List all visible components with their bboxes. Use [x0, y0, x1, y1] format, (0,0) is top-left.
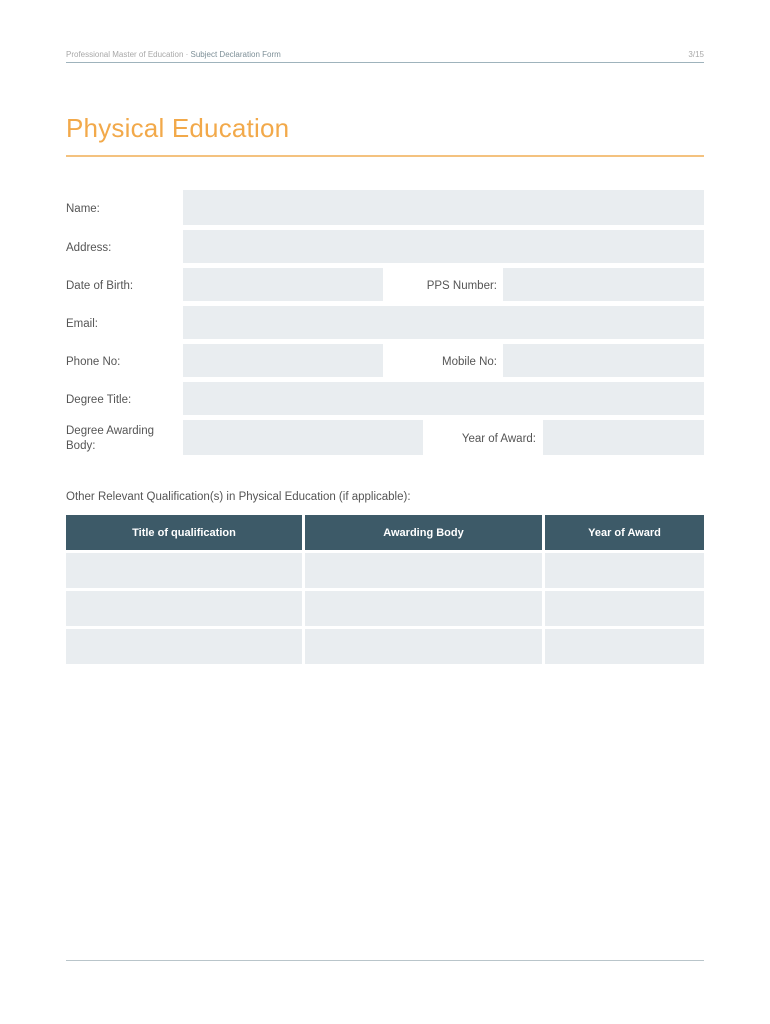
table-cell[interactable] — [545, 629, 704, 664]
year-award-label: Year of Award: — [461, 433, 536, 445]
dob-field[interactable] — [183, 268, 383, 301]
year-award-field[interactable] — [543, 420, 704, 455]
address-label: Address: — [66, 242, 112, 254]
table-cell[interactable] — [545, 591, 704, 626]
address-field[interactable] — [183, 230, 704, 263]
header-breadcrumb — [66, 50, 281, 59]
qualifications-note: Other Relevant Qualification(s) in Physical Education (if applicable): — [66, 491, 411, 503]
degree-title-field[interactable] — [183, 382, 704, 415]
email-field[interactable] — [183, 306, 704, 339]
dob-label: Date of Birth: — [66, 280, 134, 292]
header-doc-title: Professional Master of Education — [66, 50, 184, 59]
column-header-awarding-body: Awarding Body — [305, 515, 542, 550]
table-cell[interactable] — [305, 591, 542, 626]
degree-title-label: Degree Title: — [66, 394, 132, 406]
table-cell[interactable] — [66, 553, 302, 588]
page-title: Physical Education — [66, 113, 290, 143]
column-header-title: Title of qualification — [66, 515, 302, 550]
page-number: 3/15 — [688, 50, 704, 59]
table-cell[interactable] — [66, 591, 302, 626]
table-cell[interactable] — [305, 629, 542, 664]
column-header-year: Year of Award — [545, 515, 704, 550]
degree-body-label-line2: Body: — [66, 440, 96, 452]
mobile-field[interactable] — [503, 344, 704, 377]
name-label: Name: — [66, 203, 100, 215]
title-divider — [66, 155, 704, 157]
name-field[interactable] — [183, 190, 704, 225]
email-label: Email: — [66, 318, 98, 330]
table-cell[interactable] — [66, 629, 302, 664]
table-cell[interactable] — [545, 553, 704, 588]
degree-body-label-line1: Degree Awarding — [66, 425, 155, 437]
header-separator: · — [183, 50, 191, 59]
phone-label: Phone No: — [66, 356, 121, 368]
pps-field[interactable] — [503, 268, 704, 301]
phone-field[interactable] — [183, 344, 383, 377]
footer-divider — [66, 960, 704, 961]
pps-label: PPS Number: — [426, 280, 497, 292]
header-form-name: Subject Declaration Form — [190, 50, 281, 59]
page-header — [66, 50, 704, 63]
mobile-label: Mobile No: — [442, 356, 497, 368]
degree-body-field[interactable] — [183, 420, 423, 455]
table-cell[interactable] — [305, 553, 542, 588]
degree-body-label — [66, 424, 154, 454]
